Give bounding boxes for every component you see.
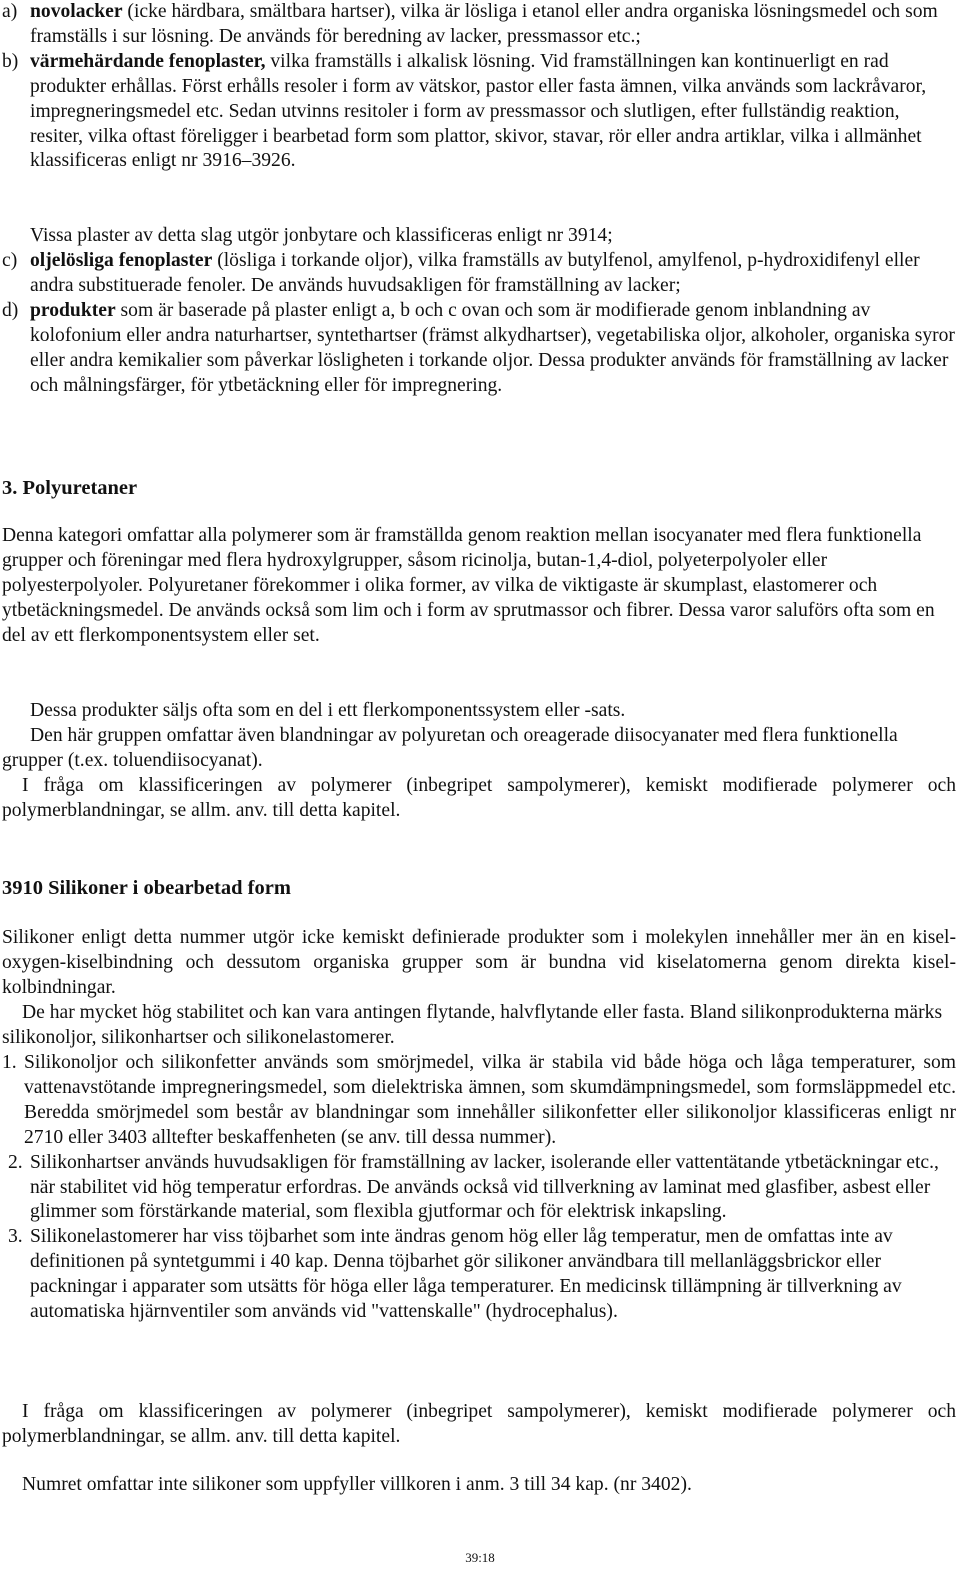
list-marker: c) [2,250,18,271]
list-fenoplast-cd [2,249,956,398]
item-text: Silikonhartser används huvudsakligen för framställning av lacker, isolerande eller vattentätande ytbetäckningar etc., när stabilitet vid hög temperatur erfordras. De används också vid tillverkning av laminat med glasfiber, asbest eller glimmer som förstärkande material, som flexibla gjutformar och för elektrisk inkapsling. [30,1151,939,1223]
list-marker: a) [2,1,18,22]
list-marker: b) [2,50,19,72]
item-text: Silikonoljor och silikonfetter används som smörjmedel, vilka är stabila vid både höga och låga temperaturer, som vattenavstötande impregneringsmedel, som dielektriska ämnen, som skumdämpningsmedel, som formsläppmedel etc. Beredda smörjmedel som består av blandningar som innehåller silikonfetter eller silikonoljor klassificeras enligt nr 2710 eller 3403 alltefter beskaffenheten (se anv. till dessa nummer). [24,1052,956,1148]
paragraph-polyuretaner-blandningar: Den här gruppen omfattar även blandningar av polyuretan och oreagerade diisocyanater med flera funktionella grupper (t.ex. toluendiisocyanat). [2,725,898,771]
item-text: Silikonelastomerer har viss töjbarhet som inte ändras genom hög eller låg temperatur, men de omfattas inte av definitionen på syntetgummi i 40 kap. Denna töjbarhet gör silikoner användbara till mellanläggsbrickor eller packningar i apparater som utsätts för höga eller låga temperaturer. En medicinsk tillämpning är tillverkning av automatiska hjärnventiler som används vid "vattenskalle" (hydrocephalus). [30,1226,902,1323]
term: värmehärdande fenoplaster, [30,50,266,72]
list-item-2 [8,1151,956,1226]
item-text: som är baserade på plaster enligt a, b och c ovan och som är modifierade genom inblandning av kolofonium eller andra naturhartser, syntethartser (främst alkydhartser), vegetabiliska oljor, alkoholer, organiska syror eller andra kemikalier som påverkar lösligheten i torkande oljor. Dessa produkter används för framställning av lacker och målningsfärger, för ytbetäckning eller för impregnering. [30,299,955,396]
paragraph-silikoner-undantag: Numret omfattar inte silikoner som uppfyller villkoren i anm. 3 till 34 kap. (nr 3402). [22,1474,692,1495]
section-heading-3910: 3910 Silikoner i obearbetad form [2,877,291,899]
section-heading-polyuretaner: 3. Polyuretaner [2,477,138,499]
term: produkter [30,299,116,321]
term: novolacker [30,1,123,22]
list-item-b [2,50,956,175]
list-item-d [2,299,956,399]
list-marker: 2. [8,1151,23,1173]
list-item-3 [8,1225,956,1325]
paragraph-jonbytare: Vissa plaster av detta slag utgör jonbytare och klassificeras enligt nr 3914; [30,225,613,246]
paragraph-polyuretaner-sats: Dessa produkter säljs ofta som en del i ett flerkomponentssystem eller -sats. [30,700,626,721]
page-number: 39:18 [465,1550,495,1565]
list-item-c [2,249,956,299]
paragraph-polyuretaner-intro: Denna kategori omfattar alla polymerer som är framställda genom reaktion mellan isocyanater med flera funktionella grupper och föreningar med flera hydroxylgrupper, såsom ricinolja, butan-1,4-diol, polyeterpolyoler eller polyesterpolyoler. Polyuretaner förekommer i olika former, av vilka de viktigaste är skumplast, elastomerer och ytbetäckningsmedel. De används också som lim och i form av sprutmassor och fibrer. Dessa varor saluförs ofta som en del av ett flerkomponentsystem eller set. [2,525,935,646]
paragraph-silikoner-stabilitet: De har mycket hög stabilitet och kan vara antingen flytande, halvflytande eller fasta. Bland silikonprodukterna märks silikonoljor, silikonhartser och silikonelastomerer. [2,1002,943,1048]
list-item-a [2,0,956,50]
list-marker: 3. [8,1226,23,1248]
list-marker: d) [2,299,19,321]
paragraph-silikoner-klassificering: I fråga om klassificeringen av polymerer (inbegripet sampolymerer), kemiskt modifierade polymerer och polymerblandningar, se allm. anv. till detta kapitel. [2,1401,956,1447]
paragraph-silikoner-intro: Silikoner enligt detta nummer utgör icke kemiskt definierade produkter som i molekylen innehåller mer än en kisel-oxygen-kiselbindning och dessutom organiska grupper som är bundna vid kiselatomerna genom direkta kisel-kolbindningar. [2,927,956,998]
item-text: (icke härdbara, smältbara hartser), vilka är lösliga i etanol eller andra organiska lösningsmedel och som framställs i sur lösning. De används för beredning av lacker, pressmassor etc.; [30,1,938,47]
paragraph-polyuretaner-klassificering: I fråga om klassificeringen av polymerer (inbegripet sampolymerer), kemiskt modifierade polymerer och polymerblandningar, se allm. anv. till detta kapitel. [2,775,956,821]
item-text: (lösliga i torkande oljor), vilka framställs av butylfenol, amylfenol, p-hydroxidifenyl eller andra substituerade fenoler. De används huvudsakligen för framställning av lacker; [30,250,920,296]
list-fenoplast-ab [2,0,956,174]
item-text: vilka framställs i alkalisk lösning. Vid framställningen kan kontinuerligt en rad produkter erhållas. Först erhålls resoler i form av vätskor, pastor eller fasta ämnen, vilka används som lackråvaror, impregneringsmedel etc. Sedan utvinns resitoler i form av pressmassor och slutligen, efter fullständig reaktion, resiter, vilka oftast föreligger i bearbetad form som plattor, skivor, stavar, rör eller andra artiklar, vilka i allmänhet klassificeras enligt nr 3916–3926. [30,50,927,172]
list-marker: 1. [2,1052,17,1073]
list-item-1 [2,1051,956,1151]
list-silikoner [2,1051,956,1325]
term: oljelösliga fenoplaster [30,250,213,271]
